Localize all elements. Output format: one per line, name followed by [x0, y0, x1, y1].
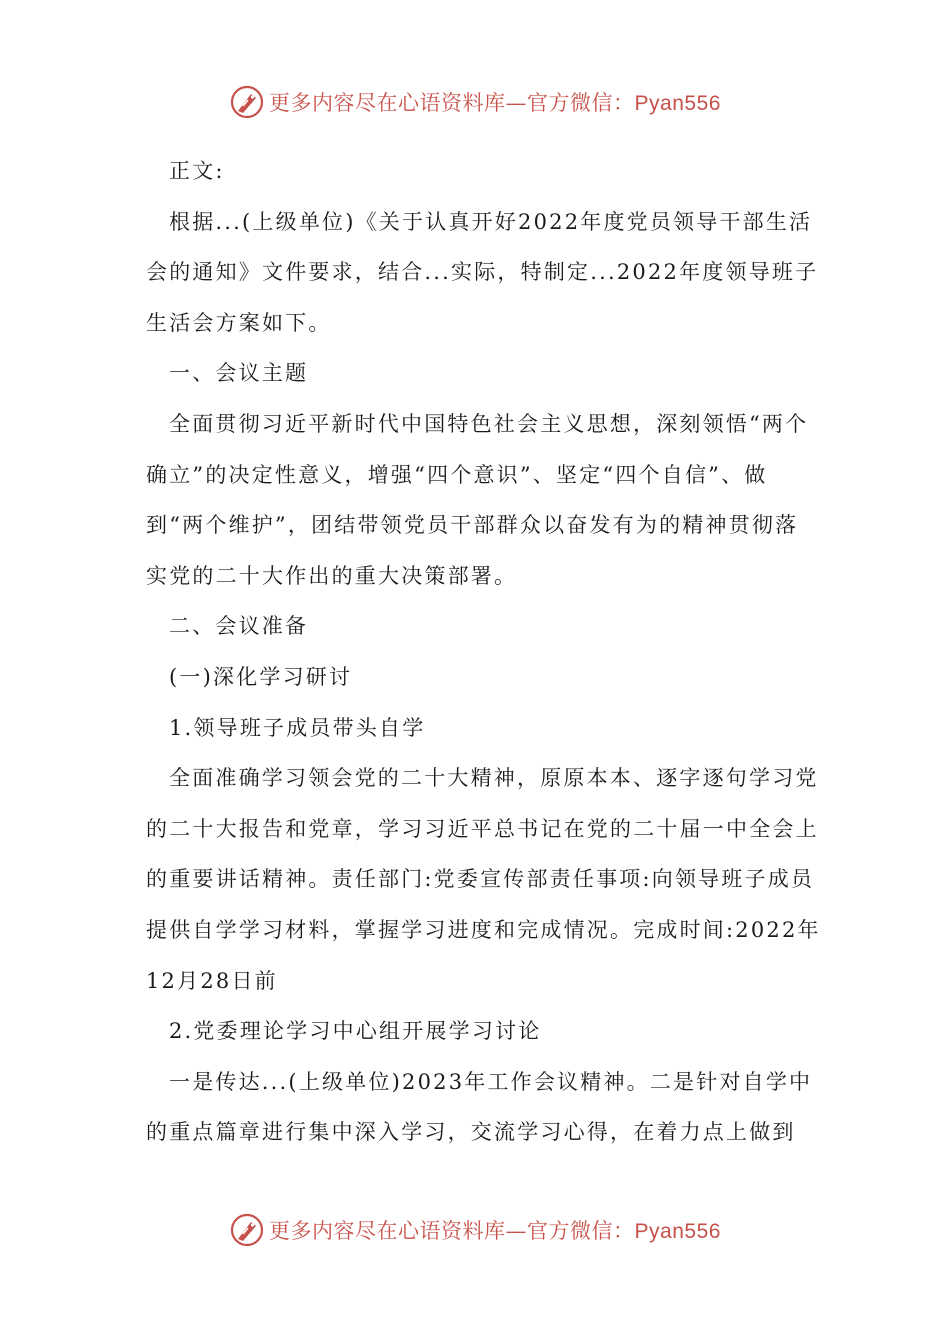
- subsection-heading: (一)深化学习研讨: [169, 664, 353, 689]
- text-line: 实党的二十大作出的重大决策部署。: [146, 563, 518, 588]
- section-heading: 一、会议主题: [169, 361, 309, 386]
- pen-nib-logo-icon: [229, 84, 265, 120]
- item-heading: 1.领导班子成员带头自学: [169, 715, 426, 740]
- footer-banner: [0, 1208, 950, 1252]
- header-banner: [0, 80, 950, 124]
- section-heading: 二、会议准备: [169, 614, 309, 639]
- text-line: 根据...(上级单位)《关于认真开好2022年度党员领导干部生活: [169, 209, 813, 234]
- text-line: 的重要讲话精神。责任部门:党委宣传部责任事项:向领导班子成员: [146, 867, 815, 892]
- text-line: 12月28日前: [146, 968, 278, 993]
- text-line: 正文:: [169, 159, 225, 183]
- text-line: 的二十大报告和党章，学习习近平总书记在党的二十届一中全会上: [146, 816, 819, 841]
- text-line: 全面贯彻习近平新时代中国特色社会主义思想，深刻领悟“两个: [169, 411, 809, 436]
- text-line: 确立”的决定性意义，增强“四个意识”、坚定“四个自信”、做: [146, 462, 768, 487]
- text-line: 全面准确学习领会党的二十大精神，原原本本、逐字逐句学习党: [169, 766, 819, 791]
- text-line: 提供自学学习材料，掌握学习进度和完成情况。完成时间:2022年: [146, 917, 821, 942]
- wechat-id: Pyan556: [634, 1220, 721, 1243]
- banner-text: 更多内容尽在心语资料库—官方微信：Pyan556: [269, 1219, 721, 1243]
- banner-text: 更多内容尽在心语资料库—官方微信：Pyan556: [269, 91, 721, 115]
- text-line: 生活会方案如下。: [146, 310, 332, 335]
- wechat-id: Pyan556: [634, 92, 721, 115]
- pen-nib-logo-icon: [229, 1212, 265, 1248]
- text-line: 一是传达...(上级单位)2023年工作会议精神。二是针对自学中: [169, 1069, 813, 1094]
- item-heading: 2.党委理论学习中心组开展学习讨论: [169, 1019, 542, 1044]
- text-line: 到“两个维护”，团结带领党员干部群众以奋发有为的精神贯彻落: [146, 513, 799, 538]
- text-line: 会的通知》文件要求，结合...实际，特制定...2022年度领导班子: [146, 260, 819, 285]
- document-body: [146, 146, 821, 1158]
- text-line: 的重点篇章进行集中深入学习，交流学习心得，在着力点上做到: [146, 1120, 796, 1145]
